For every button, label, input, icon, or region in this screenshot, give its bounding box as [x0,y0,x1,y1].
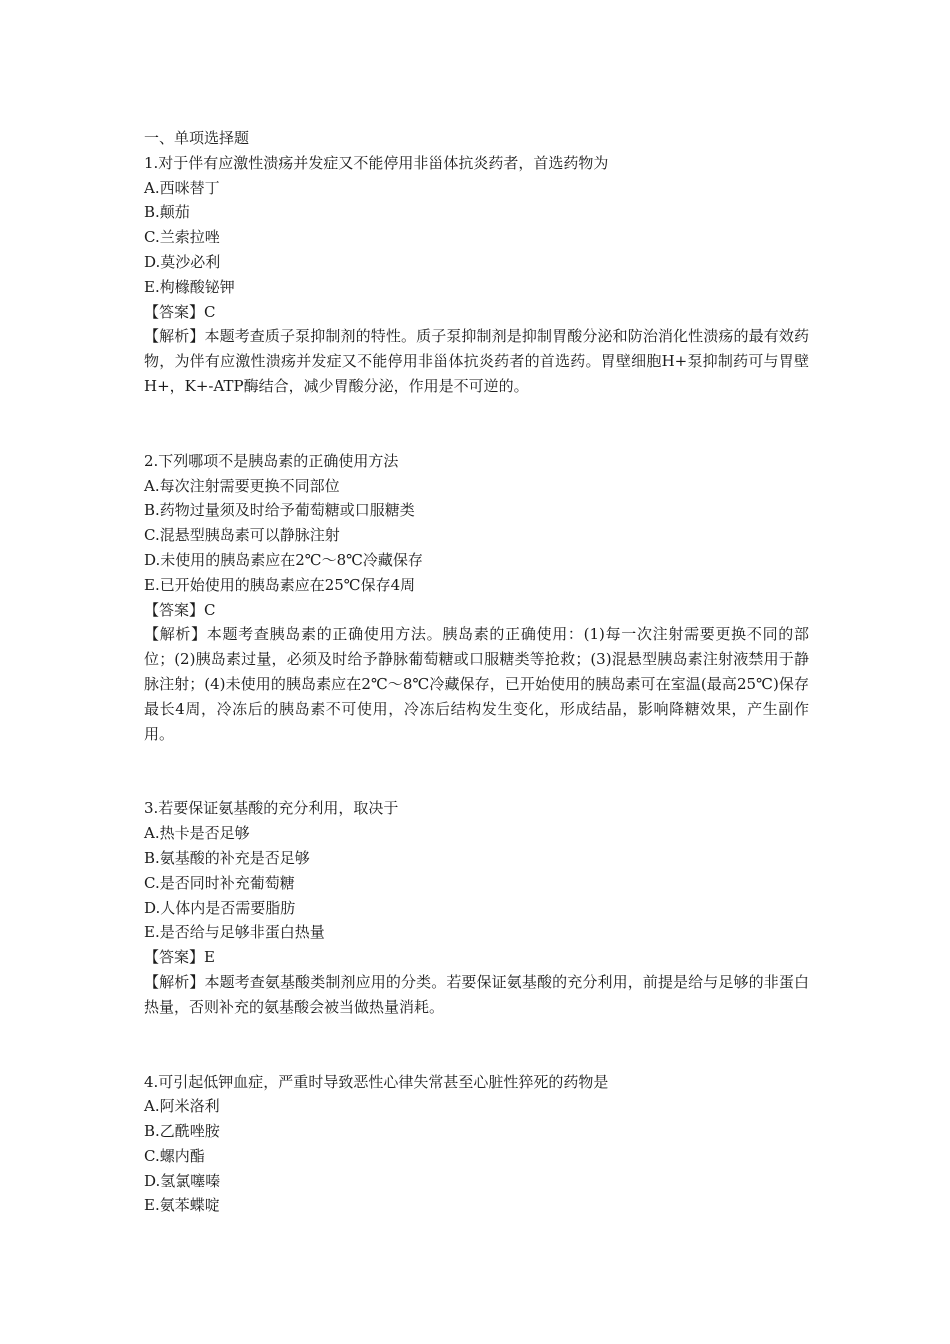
analysis: 【解析】本题考查氨基酸类制剂应用的分类。若要保证氨基酸的充分利用，前提是给与足够的非蛋白热量，否则补充的氨基酸会被当做热量消耗。 [144,972,809,1016]
option-a: A.阿米洛利 [144,1097,220,1116]
spacer [144,746,809,796]
question-stem: 3.若要保证氨基酸的充分利用，取决于 [144,799,399,818]
option-b: B.药物过量须及时给予葡萄糖或口服糖类 [144,501,415,520]
option-c: C.是否同时补充葡萄糖 [144,873,295,892]
option-a: A.热卡是否足够 [144,824,250,843]
option-b: B.乙酰唑胺 [144,1122,220,1141]
option-c: C.螺内酯 [144,1146,205,1165]
spacer [144,399,809,449]
option-e: E.是否给与足够非蛋白热量 [144,923,325,942]
question-stem: 2.下列哪项不是胰岛素的正确使用方法 [144,451,399,470]
option-d: D.未使用的胰岛素应在2℃～8℃冷藏保存 [144,550,423,569]
answer: 【答案】C [144,600,216,619]
option-e: E.氨苯蝶啶 [144,1196,220,1215]
option-a: A.西咪替丁 [144,178,220,197]
section-title: 一、单项选择题 [144,129,250,147]
analysis: 【解析】本题考查质子泵抑制剂的特性。质子泵抑制剂是抑制胃酸分泌和防治消化性溃疡的最有效药物，为伴有应激性溃疡并发症又不能停用非甾体抗炎药者的首选药。胃壁细胞H+泵抑制药可与胃壁H+，K+-ATP酶结合，减少胃酸分泌，作用是不可逆的。 [144,327,809,395]
answer: 【答案】C [144,302,216,321]
question-2 [144,449,809,747]
question-4 [144,1070,809,1219]
question-stem: 4.可引起低钾血症，严重时导致恶性心律失常甚至心脏性猝死的药物是 [144,1072,609,1091]
option-b: B.氨基酸的补充是否足够 [144,848,310,867]
option-e: E.已开始使用的胰岛素应在25℃保存4周 [144,575,416,594]
option-d: D.莫沙必利 [144,252,221,271]
document-page [144,126,809,1218]
option-d: D.氢氯噻嗪 [144,1171,221,1190]
option-e: E.枸橼酸铋钾 [144,277,235,296]
answer: 【答案】E [144,948,215,967]
option-b: B.颠茄 [144,203,190,222]
option-c: C.混悬型胰岛素可以静脉注射 [144,526,340,545]
option-a: A.每次注射需要更换不同部位 [144,476,340,495]
option-c: C.兰索拉唑 [144,228,220,247]
question-1 [144,151,809,399]
spacer [144,1020,809,1070]
question-stem: 1.对于伴有应激性溃疡并发症又不能停用非甾体抗炎药者，首选药物为 [144,153,609,172]
analysis: 【解析】本题考查胰岛素的正确使用方法。胰岛素的正确使用：(1)每一次注射需要更换不同的部位；(2)胰岛素过量，必须及时给予静脉葡萄糖或口服糖类等抢救；(3)混悬型胰岛素注射液禁用于静脉注射；(4)未使用的胰岛素应在2℃～8℃冷藏保存，已开始使用的胰岛素可在室温(最高25℃)保存最长4周，冷冻后的胰岛素不可使用，冷冻后结构发生变化，形成结晶，影响降糖效果，产生副作用。 [144,625,809,743]
question-3 [144,796,809,1019]
option-d: D.人体内是否需要脂肪 [144,898,296,917]
